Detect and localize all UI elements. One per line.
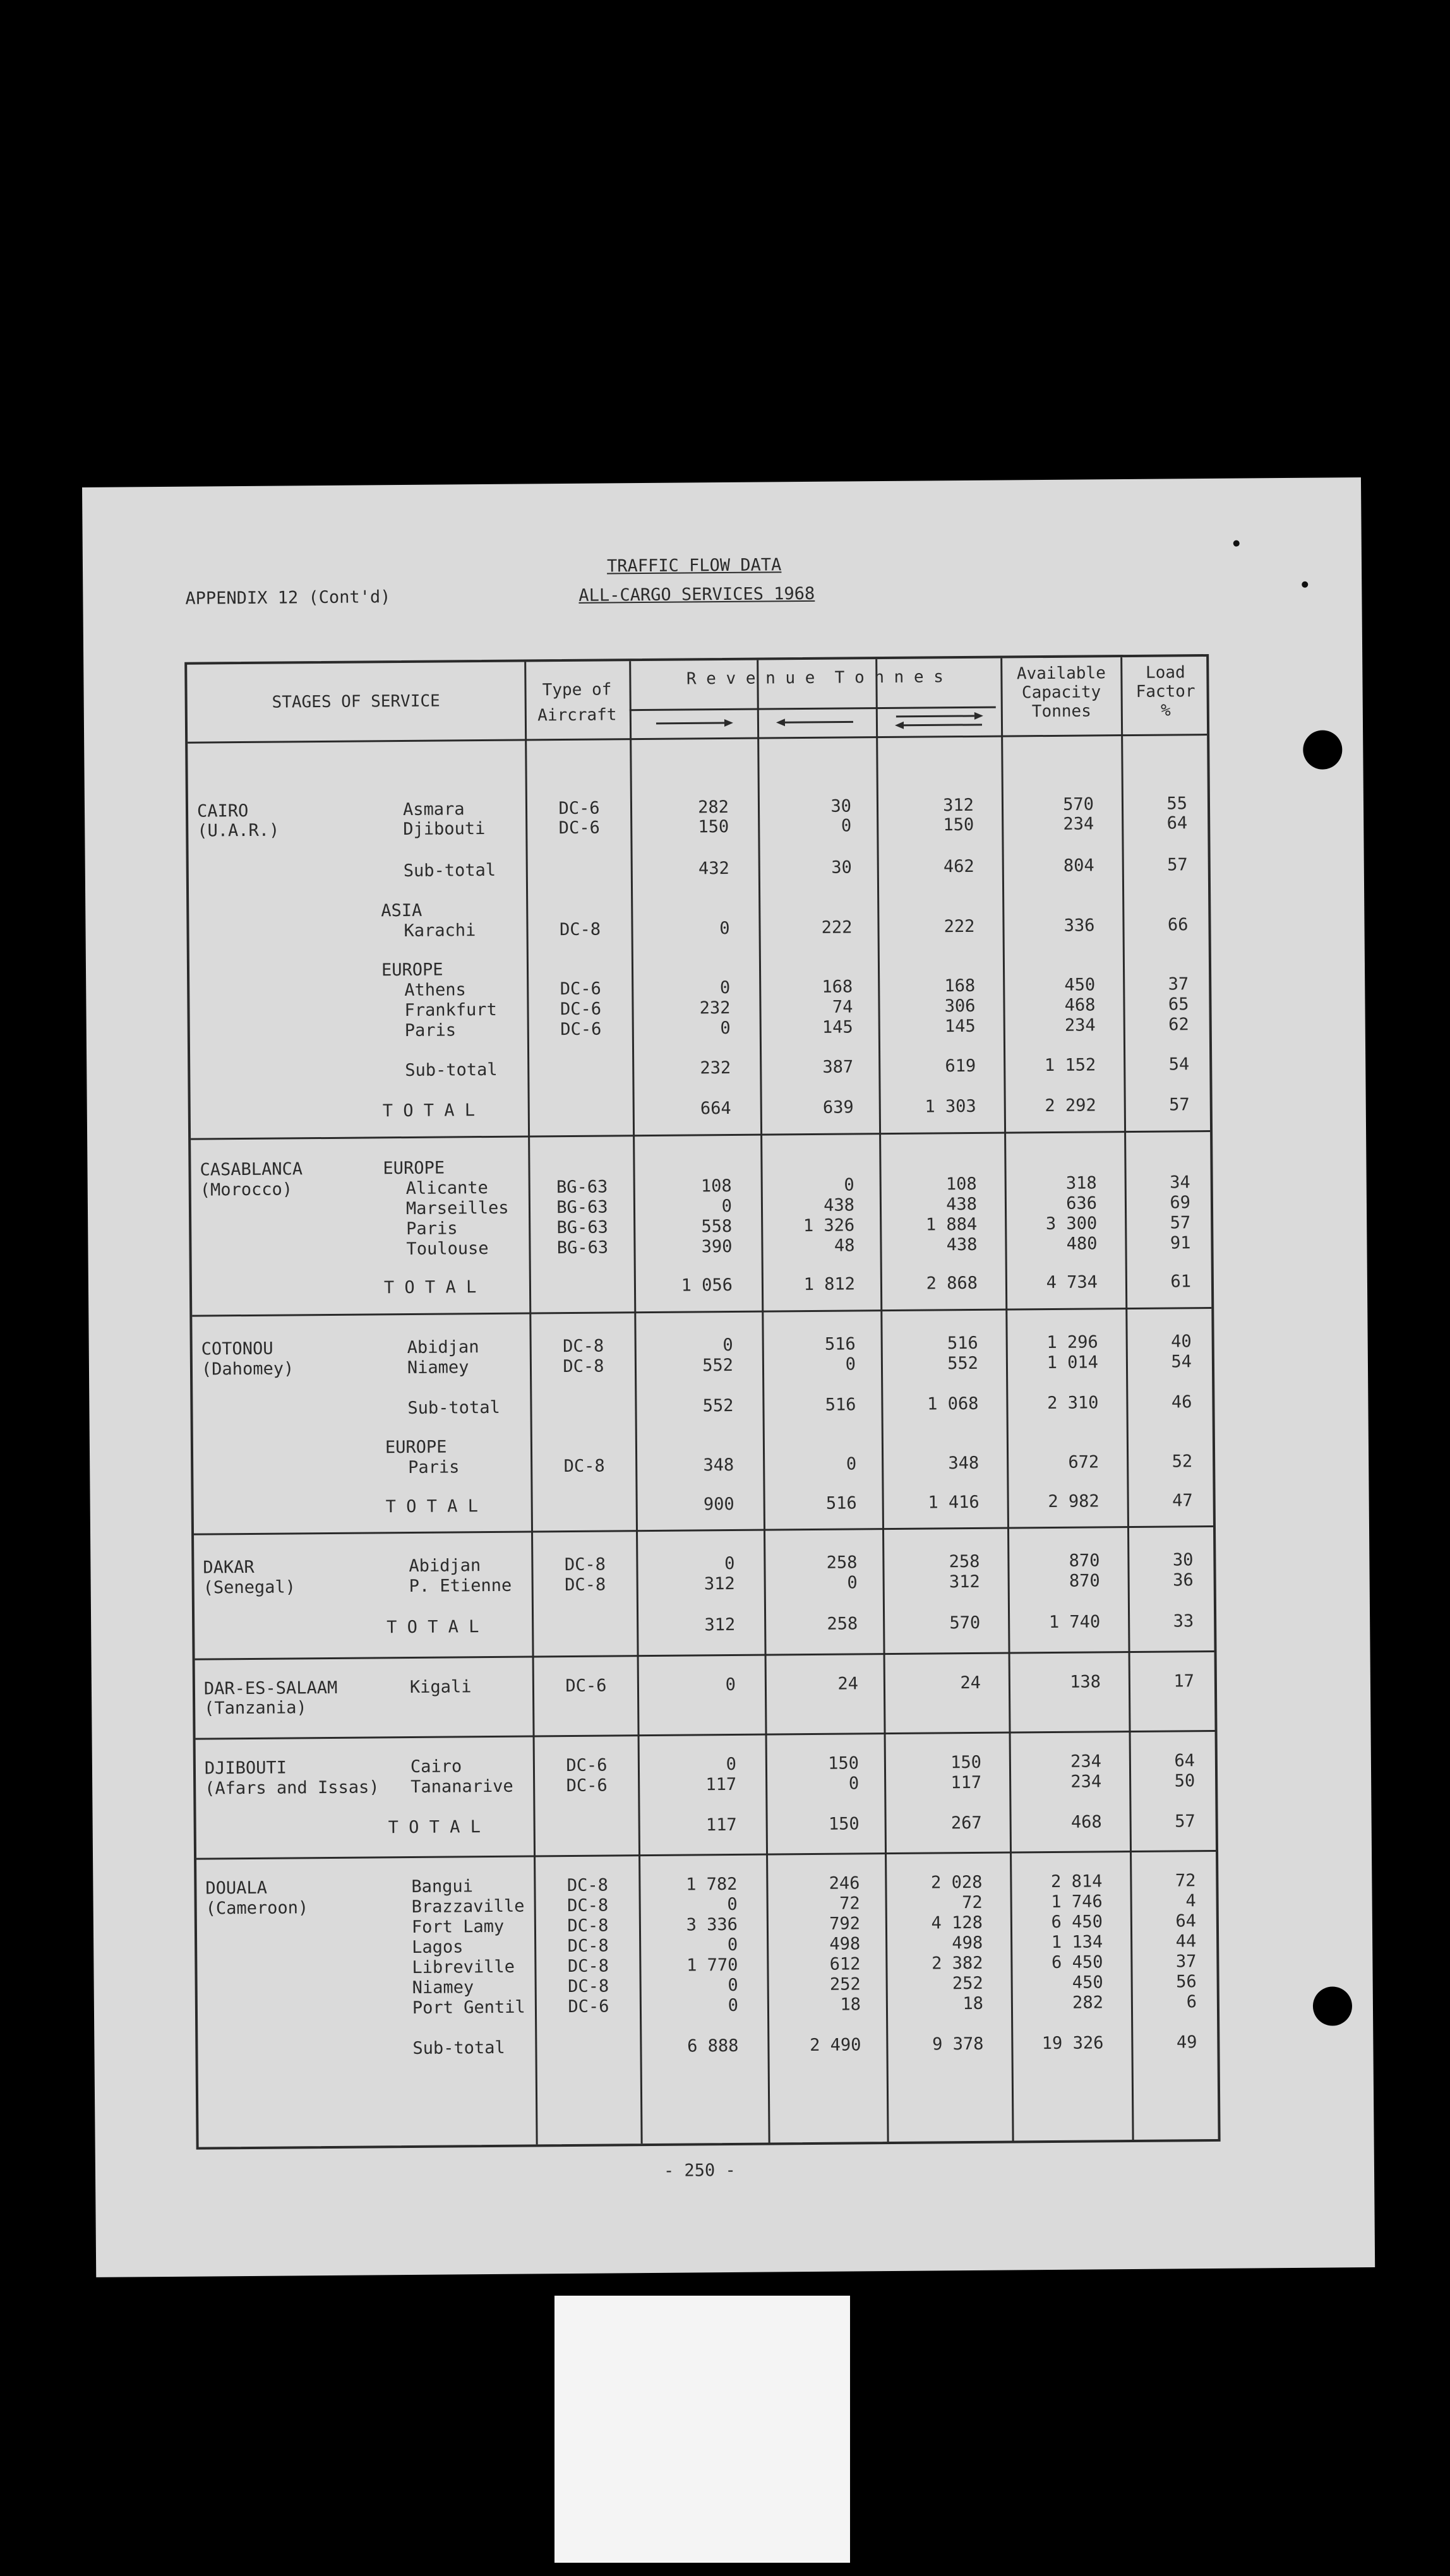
cell-dest: Toulouse	[406, 1238, 489, 1260]
cell-back: 48	[834, 1236, 855, 1256]
cell-cap: 1 740	[1048, 1612, 1101, 1633]
cell-both: 168	[944, 975, 976, 996]
cell-cap: 318	[1065, 1173, 1097, 1193]
cell-lf: 37	[1175, 1952, 1197, 1972]
cell-back: 0	[845, 1354, 856, 1374]
cell-back: 639	[822, 1097, 854, 1118]
speck	[1233, 540, 1240, 547]
cell-dest: Paris	[408, 1457, 460, 1477]
cell-dest: Niamey	[412, 1977, 474, 1998]
cell-cap: 870	[1069, 1571, 1100, 1591]
cell-both: 222	[944, 916, 975, 937]
cell-lf: 17	[1173, 1671, 1195, 1691]
cell-back: 222	[821, 917, 853, 938]
cell-fwd: 108	[700, 1176, 732, 1196]
cell-fwd: 432	[698, 858, 729, 879]
cell-fwd: 390	[701, 1236, 733, 1257]
cell-origin: CASABLANCA	[200, 1159, 303, 1180]
cell-dest: Tananarive	[410, 1776, 513, 1797]
cell-dest: Port Gentil	[412, 1997, 525, 2018]
cell-back: 1 326	[803, 1215, 855, 1236]
cell-lf: 54	[1168, 1054, 1190, 1075]
cell-total: T O T A L	[386, 1617, 479, 1638]
cell-lf: 52	[1171, 1452, 1193, 1472]
cell-dest: Sub-total	[403, 860, 496, 881]
cell-lf: 72	[1175, 1871, 1196, 1891]
cell-fwd: 3 336	[686, 1914, 738, 1935]
cell-lf: 46	[1171, 1392, 1192, 1412]
cell-ac: BG-63	[556, 1197, 608, 1218]
cell-cap: 636	[1066, 1193, 1098, 1213]
cell-back: 516	[825, 1395, 856, 1415]
cell-back: 438	[824, 1195, 855, 1215]
cell-fwd: 0	[728, 1975, 738, 1996]
cell-both: 267	[950, 1813, 982, 1834]
cell-fwd: 900	[703, 1494, 734, 1515]
cell-both: 9 378	[932, 2034, 984, 2054]
cell-lf: 54	[1171, 1352, 1192, 1372]
cell-lf: 37	[1168, 974, 1189, 994]
cell-ac: DC-6	[566, 1775, 608, 1796]
cell-lf: 40	[1171, 1332, 1192, 1352]
cell-both: 258	[949, 1551, 980, 1572]
cell-back: 0	[847, 1573, 858, 1593]
cell-both: 18	[962, 1993, 984, 2014]
cell-total: T O T A L	[382, 1100, 476, 1121]
cell-ac: DC-8	[565, 1575, 606, 1595]
cell-fwd: 117	[705, 1815, 737, 1835]
page-number: - 250 -	[663, 2160, 736, 2181]
cell-fwd: 1 770	[686, 1955, 738, 1976]
cell-fwd: 348	[703, 1455, 734, 1476]
cell-ac: DC-8	[563, 1336, 604, 1357]
cell-cap: 234	[1063, 814, 1094, 834]
cell-lf: 6	[1186, 1992, 1197, 2012]
cell-dest: Abidjan	[407, 1337, 479, 1357]
header-load-factor: Load Factor %	[1135, 663, 1195, 720]
cell-dest: Asmara	[402, 799, 465, 820]
cell-back: 168	[822, 977, 853, 997]
cell-lf: 64	[1175, 1911, 1197, 1931]
cell-fwd: 232	[700, 1058, 731, 1078]
cell-cap: 480	[1066, 1234, 1098, 1254]
cell-lf: 47	[1172, 1491, 1193, 1511]
cell-lf: 55	[1166, 794, 1188, 814]
cell-origin: (Afars and Issas)	[205, 1777, 380, 1799]
cell-fwd: 1 056	[681, 1275, 733, 1296]
cell-ac: DC-6	[568, 1996, 609, 2017]
cell-back: 246	[829, 1873, 860, 1893]
cell-fwd: 0	[722, 1335, 733, 1356]
page-subtitle: ALL-CARGO SERVICES 1968	[578, 583, 815, 605]
header-stages: STAGES OF SERVICE	[272, 691, 440, 712]
cell-lf: 64	[1166, 813, 1188, 833]
cell-both: 1 416	[928, 1492, 980, 1513]
cell-lf: 91	[1170, 1233, 1191, 1253]
arrow-right-icon	[655, 719, 733, 728]
cell-dest: Frankfurt	[404, 999, 497, 1021]
cell-both: 516	[947, 1333, 978, 1354]
cell-cap: 4 734	[1046, 1272, 1098, 1293]
cell-fwd: 552	[702, 1355, 734, 1376]
cell-cap: 804	[1063, 856, 1094, 876]
cell-fwd: 0	[719, 918, 730, 939]
cell-fwd: 232	[699, 998, 731, 1018]
cell-cap: 6 450	[1051, 1912, 1103, 1933]
cell-dest: P. Etienne	[409, 1575, 512, 1596]
cell-cap: 19 326	[1041, 2033, 1104, 2054]
cell-lf: 61	[1170, 1272, 1192, 1292]
speck	[1302, 581, 1308, 588]
cell-dest: Fort Lamy	[411, 1916, 505, 1937]
cell-lf: 62	[1168, 1015, 1189, 1035]
cell-cap: 2 814	[1050, 1871, 1103, 1892]
cell-origin: COTONOU	[201, 1339, 273, 1359]
cell-lf: 64	[1174, 1751, 1195, 1771]
cell-cap: 450	[1064, 975, 1096, 995]
cell-ac: DC-8	[567, 1956, 609, 1977]
cell-dest: Djibouti	[403, 819, 486, 840]
cell-dest: Sub-total	[407, 1397, 500, 1418]
cell-dest: Libreville	[412, 1957, 515, 1977]
cell-lf: 57	[1169, 1095, 1190, 1115]
cell-both: 108	[945, 1174, 977, 1195]
cell-fwd: 282	[698, 797, 729, 818]
cell-back: 258	[826, 1553, 858, 1573]
cell-lf: 57	[1175, 1811, 1195, 1832]
cell-cap: 2 310	[1047, 1393, 1099, 1414]
cell-dest: Athens	[404, 980, 466, 1001]
cell-fwd: 0	[725, 1674, 736, 1695]
cell-origin: (Senegal)	[203, 1577, 296, 1598]
cell-lf: 34	[1170, 1172, 1190, 1193]
cell-cap: 468	[1070, 1812, 1102, 1832]
cell-ac: DC-6	[560, 1019, 602, 1040]
cell-ac: DC-6	[566, 1755, 608, 1776]
cell-both: 552	[947, 1353, 979, 1374]
cell-both: 462	[943, 856, 974, 877]
cell-ac: DC-6	[560, 979, 601, 999]
cell-lf: 30	[1172, 1550, 1194, 1570]
cell-both: 2 028	[930, 1872, 983, 1893]
document-page	[82, 477, 1375, 2277]
cell-cap: 450	[1072, 1972, 1103, 1993]
cell-both: 2 382	[932, 1953, 983, 1974]
cell-fwd: 1 782	[686, 1874, 738, 1895]
cell-both: 1 068	[927, 1393, 979, 1414]
cell-back: 150	[828, 1753, 860, 1774]
cell-back: 498	[829, 1934, 861, 1954]
cell-both: 117	[950, 1772, 982, 1793]
cell-dest: Kigali	[409, 1677, 472, 1697]
cell-cap: 234	[1070, 1772, 1102, 1792]
appendix-label: APPENDIX 12 (Cont'd)	[185, 587, 391, 609]
cell-lf: 33	[1173, 1611, 1194, 1631]
cell-both: 24	[960, 1673, 981, 1693]
cell-cap: 1 152	[1044, 1055, 1096, 1076]
cell-lf: 50	[1174, 1771, 1195, 1791]
cell-back: 150	[828, 1814, 860, 1834]
cell-dest: Sub-total	[405, 1059, 498, 1081]
cell-back: 30	[831, 857, 852, 878]
cell-both: 498	[952, 1933, 983, 1953]
cell-cap: 672	[1068, 1452, 1099, 1472]
cell-back: 792	[829, 1914, 861, 1934]
cell-both: 145	[944, 1016, 976, 1037]
cell-back: 72	[839, 1893, 860, 1914]
cell-cap: 2 292	[1045, 1095, 1096, 1116]
cell-total: T O T A L	[383, 1277, 477, 1298]
cell-cap: 2 982	[1048, 1491, 1099, 1512]
cell-both: 252	[952, 1973, 983, 1994]
cell-cap: 138	[1070, 1672, 1101, 1692]
cell-both: 4 128	[931, 1912, 983, 1933]
cell-fwd: 0	[719, 977, 731, 998]
cell-ac: DC-8	[567, 1916, 609, 1936]
cell-origin: (Morocco)	[200, 1179, 293, 1200]
cell-ac: BG-63	[556, 1177, 608, 1198]
white-card	[554, 2296, 850, 2563]
cell-dest: Lagos	[412, 1937, 464, 1957]
cell-lf: 66	[1167, 915, 1189, 935]
cell-dest: Paris	[406, 1219, 458, 1239]
cell-lf: 49	[1176, 2032, 1197, 2053]
header-revenue: R e v e n u e T o n n e s	[686, 667, 944, 689]
cell-both: 438	[946, 1234, 978, 1255]
cell-fwd: 117	[705, 1774, 737, 1795]
cell-region: EUROPE	[385, 1437, 447, 1458]
cell-region: ASIA	[381, 900, 422, 921]
cell-back: 0	[846, 1454, 857, 1474]
header-capacity: Available Capacity Tonnes	[1016, 664, 1106, 722]
cell-cap: 1 134	[1051, 1932, 1103, 1953]
cell-dest: Karachi	[404, 921, 476, 941]
cell-origin: DJIBOUTI	[204, 1758, 287, 1779]
cell-lf: 44	[1175, 1931, 1197, 1952]
traffic-table	[184, 654, 1220, 2150]
cell-cap: 3 300	[1045, 1213, 1098, 1234]
cell-cap: 570	[1063, 794, 1094, 814]
cell-fwd: 0	[727, 1894, 738, 1915]
cell-both: 150	[943, 814, 974, 835]
cell-fwd: 150	[698, 816, 729, 837]
arrow-left-icon	[776, 717, 854, 727]
cell-cap: 870	[1069, 1551, 1100, 1571]
cell-ac: DC-8	[567, 1895, 609, 1916]
cell-cap: 336	[1064, 915, 1095, 936]
cell-both: 348	[948, 1453, 980, 1474]
cell-origin: (Cameroon)	[205, 1898, 309, 1919]
cell-both: 306	[944, 996, 976, 1017]
cell-back: 2 490	[810, 2035, 861, 2056]
cell-back: 612	[829, 1954, 861, 1974]
cell-ac: DC-8	[559, 919, 601, 940]
cell-fwd: 0	[726, 1754, 737, 1775]
cell-dest: Sub-total	[412, 2037, 505, 2058]
cell-ac: DC-6	[560, 999, 602, 1020]
cell-fwd: 552	[702, 1395, 734, 1416]
cell-ac: DC-8	[567, 1936, 609, 1957]
cell-origin: (Dahomey)	[201, 1359, 294, 1380]
cell-back: 252	[829, 1974, 861, 1995]
cell-back: 30	[830, 796, 852, 816]
cell-cap: 1 014	[1046, 1352, 1099, 1373]
cell-fwd: 558	[701, 1216, 733, 1237]
cell-lf: 56	[1176, 1972, 1197, 1992]
cell-ac: DC-6	[558, 798, 600, 819]
cell-cap: 6 450	[1051, 1952, 1103, 1973]
cell-origin: DOUALA	[205, 1878, 268, 1899]
cell-both: 438	[946, 1194, 978, 1215]
cell-back: 0	[841, 816, 852, 836]
cell-ac: DC-8	[563, 1456, 605, 1477]
cell-origin: DAKAR	[203, 1557, 255, 1578]
cell-fwd: 6 888	[687, 2036, 739, 2056]
cell-lf: 57	[1170, 1213, 1191, 1233]
cell-ac: DC-8	[563, 1356, 604, 1377]
cell-fwd: 0	[727, 1935, 738, 1955]
cell-back: 24	[837, 1674, 859, 1694]
cell-dest: Bangui	[411, 1876, 474, 1897]
cell-ac: DC-6	[558, 818, 600, 838]
cell-lf: 57	[1167, 855, 1188, 875]
cell-back: 258	[827, 1614, 858, 1634]
cell-back: 74	[832, 997, 853, 1017]
cell-back: 0	[844, 1175, 854, 1195]
cell-ac: BG-63	[556, 1217, 608, 1238]
punch-hole-bottom	[1313, 1986, 1352, 2025]
cell-back: 1 812	[803, 1274, 856, 1295]
cell-both: 619	[945, 1056, 976, 1076]
punch-hole-top	[1303, 730, 1342, 769]
cell-fwd: 0	[724, 1553, 735, 1574]
cell-lf: 69	[1170, 1193, 1191, 1213]
cell-cap: 468	[1064, 995, 1096, 1015]
cell-both: 1 884	[925, 1214, 978, 1235]
cell-cap: 234	[1064, 1015, 1096, 1035]
cell-both: 72	[962, 1892, 983, 1913]
cell-both: 312	[943, 795, 974, 816]
cell-ac: DC-6	[565, 1676, 607, 1696]
cell-lf: 65	[1168, 994, 1189, 1015]
cell-fwd: 312	[704, 1614, 736, 1635]
cell-both: 1 303	[925, 1096, 976, 1117]
page-title: TRAFFIC FLOW DATA	[606, 555, 782, 576]
cell-fwd: 664	[700, 1098, 731, 1119]
cell-region: EUROPE	[381, 960, 443, 981]
cell-both: 2 868	[926, 1273, 978, 1294]
cell-dest: Niamey	[407, 1357, 469, 1378]
cell-ac: DC-8	[566, 1875, 609, 1896]
cell-dest: Marseilles	[405, 1198, 509, 1219]
cell-dest: Alicante	[405, 1178, 488, 1199]
cell-lf: 36	[1173, 1570, 1194, 1590]
header-type: Type of Aircraft	[537, 680, 617, 725]
cell-dest: Paris	[404, 1020, 457, 1041]
cell-cap: 1 746	[1051, 1892, 1103, 1912]
cell-total: T O T A L	[385, 1496, 479, 1517]
cell-origin: (U.A.R.)	[197, 820, 280, 841]
cell-cap: 234	[1070, 1751, 1102, 1772]
cell-fwd: 0	[721, 1196, 733, 1217]
cell-back: 18	[840, 1995, 861, 2015]
cell-origin: (Tanzania)	[204, 1698, 307, 1719]
cell-ac: BG-63	[556, 1237, 609, 1258]
cell-fwd: 312	[704, 1573, 735, 1594]
cell-cap: 282	[1072, 1993, 1104, 2013]
cell-ac: DC-8	[564, 1554, 606, 1575]
cell-back: 516	[825, 1493, 857, 1513]
cell-cap: 1 296	[1046, 1332, 1098, 1353]
cell-both: 312	[949, 1571, 980, 1592]
cell-fwd: 0	[728, 1995, 739, 2016]
cell-lf: 4	[1185, 1891, 1196, 1911]
arrows-both-icon	[895, 712, 983, 730]
cell-back: 0	[848, 1774, 860, 1794]
cell-origin: CAIRO	[196, 801, 249, 821]
cell-both: 570	[949, 1613, 981, 1633]
cell-ac: DC-8	[568, 1976, 609, 1997]
cell-back: 387	[822, 1057, 854, 1077]
cell-back: 145	[822, 1017, 853, 1037]
cell-dest: Cairo	[410, 1756, 462, 1777]
cell-dest: Brazzaville	[411, 1896, 525, 1917]
cell-origin: DAR-ES-SALAAM	[203, 1678, 338, 1699]
cell-back: 516	[824, 1334, 856, 1354]
cell-region: EUROPE	[383, 1158, 445, 1179]
cell-total: T O T A L	[388, 1817, 481, 1838]
cell-fwd: 0	[720, 1018, 731, 1039]
cell-dest: Abidjan	[409, 1556, 481, 1576]
cell-both: 150	[950, 1752, 982, 1773]
